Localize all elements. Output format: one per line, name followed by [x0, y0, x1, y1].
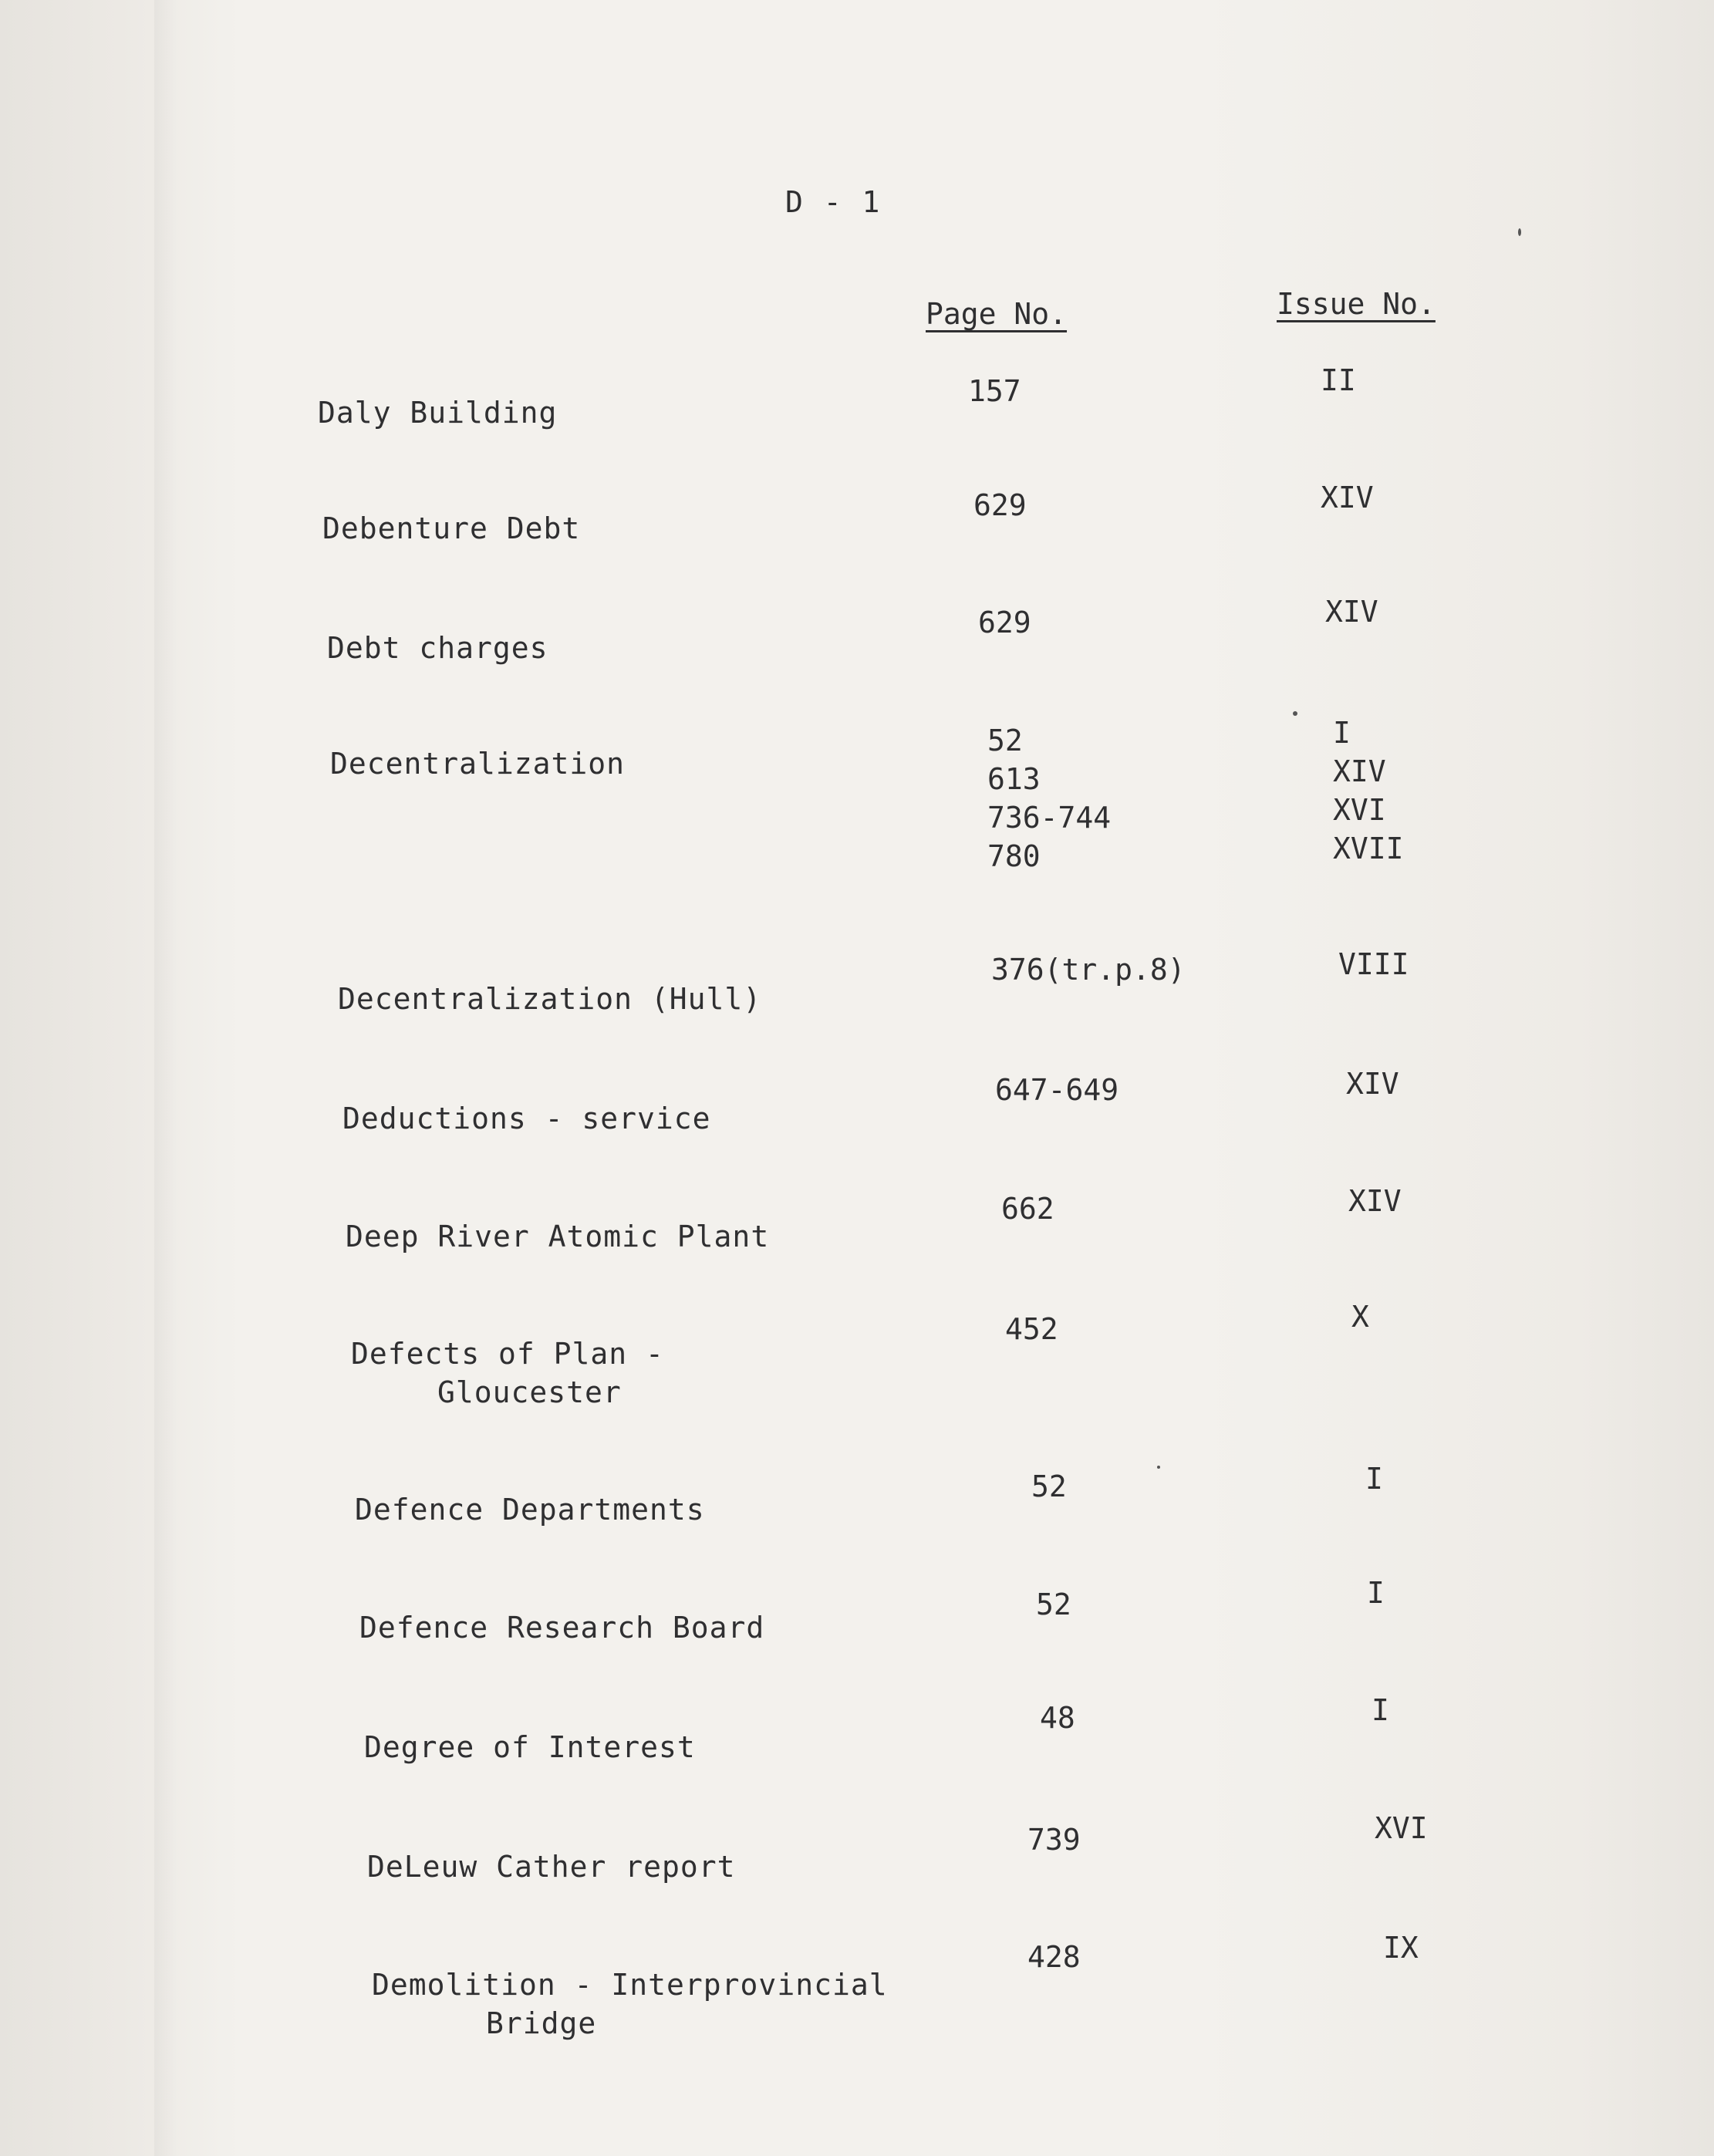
- entry-issues: [1325, 592, 1378, 631]
- entry-page-ref: 629: [978, 606, 1031, 639]
- entry-issue-ref: I: [1365, 1462, 1383, 1496]
- entry-page-ref: 629: [973, 488, 1027, 522]
- entry-subject-line: Degree of Interest: [364, 1730, 696, 1764]
- entry-pages: [973, 486, 1027, 525]
- entry-issues: [1338, 945, 1409, 984]
- entry-subject: [372, 1965, 888, 2043]
- entry-issue-ref: XVI: [1333, 793, 1386, 827]
- entry-page-ref: 739: [1027, 1823, 1081, 1857]
- page-header: D - 1: [785, 185, 882, 219]
- entry-issues: [1372, 1691, 1389, 1729]
- entry-subject-line: Bridge: [486, 2006, 597, 2040]
- entry-issues: [1383, 1928, 1419, 1967]
- entry-issue-ref: XIV: [1346, 1067, 1399, 1101]
- entry-page-ref: 376(tr.p.8): [991, 953, 1186, 987]
- entry-issues: [1367, 1574, 1385, 1612]
- entry-issue-ref: VIII: [1338, 947, 1409, 981]
- entry-subject-line: Decentralization (Hull): [338, 982, 762, 1016]
- entry-subject: [322, 509, 580, 548]
- entry-issues: [1348, 1182, 1402, 1220]
- entry-pages: [968, 372, 1021, 410]
- paper-speck: [1157, 1466, 1160, 1469]
- entry-subject: [342, 1099, 711, 1138]
- entry-page-ref: 52: [1036, 1587, 1071, 1621]
- entry-page-ref: 428: [1027, 1940, 1081, 1974]
- entry-issue-ref: XIV: [1333, 754, 1386, 788]
- entry-subject: [364, 1728, 696, 1766]
- entry-subject-line: DeLeuw Cather report: [367, 1850, 736, 1884]
- entry-issues: [1365, 1459, 1383, 1498]
- entry-issue-ref: II: [1321, 363, 1356, 397]
- entry-subject-line: Decentralization: [330, 747, 626, 781]
- entry-subject: [359, 1608, 764, 1647]
- entry-pages: [1027, 1820, 1081, 1859]
- entry-subject-line: Defects of Plan -: [351, 1337, 664, 1371]
- entry-subject-line: Debenture Debt: [322, 511, 581, 545]
- entry-issue-ref: XVII: [1333, 832, 1404, 865]
- entry-pages: [987, 721, 1111, 876]
- entry-subject: [338, 980, 761, 1018]
- entry-pages: [995, 1071, 1118, 1109]
- entry-pages: [1001, 1189, 1054, 1228]
- entry-issues: [1333, 714, 1404, 868]
- entry-page-ref: 48: [1040, 1701, 1075, 1735]
- entry-issues: [1346, 1065, 1399, 1103]
- entry-issues: [1375, 1809, 1428, 1847]
- entry-subject: [367, 1847, 736, 1886]
- entry-page-ref: 780: [987, 839, 1041, 873]
- entry-page-ref: 52: [987, 724, 1023, 757]
- entry-subject-line: Defence Departments: [355, 1493, 705, 1527]
- entry-issues: [1351, 1297, 1369, 1336]
- entry-issues: [1321, 478, 1374, 517]
- entry-subject-line: Defence Research Board: [359, 1611, 765, 1645]
- entry-pages: [978, 603, 1031, 642]
- entry-issues: [1321, 361, 1356, 400]
- entry-pages: [991, 950, 1186, 989]
- entry-issue-ref: I: [1333, 716, 1351, 750]
- entry-subject-line: Daly Building: [318, 396, 558, 430]
- entry-issue-ref: I: [1372, 1693, 1389, 1727]
- entry-page-ref: 452: [1005, 1312, 1058, 1346]
- entry-page-ref: 647-649: [995, 1073, 1119, 1107]
- entry-subject: [330, 744, 625, 783]
- entry-pages: [1005, 1310, 1058, 1348]
- entry-subject-line: Demolition - Interprovincial: [372, 1968, 888, 2002]
- paper-speck: [1518, 228, 1521, 236]
- entry-issue-ref: XIV: [1321, 481, 1374, 515]
- entry-issue-ref: IX: [1383, 1931, 1419, 1965]
- entry-issue-ref: I: [1367, 1576, 1385, 1610]
- entry-issue-ref: XIV: [1325, 595, 1378, 629]
- entry-subject: [327, 629, 548, 667]
- entry-page-ref: 157: [968, 374, 1021, 408]
- entry-pages: [1040, 1699, 1075, 1737]
- entry-subject-line: Debt charges: [327, 631, 548, 665]
- entry-page-ref: 662: [1001, 1192, 1054, 1226]
- entry-issue-ref: X: [1351, 1300, 1369, 1334]
- entry-issue-ref: XVI: [1375, 1811, 1428, 1845]
- entry-page-ref: 613: [987, 762, 1041, 796]
- column-header-page-no: Page No.: [926, 297, 1068, 331]
- entry-subject: [355, 1490, 705, 1529]
- page-edge-shadow: [154, 0, 177, 2156]
- entry-pages: [1031, 1467, 1067, 1506]
- entry-subject: [346, 1217, 769, 1256]
- entry-subject-line: Gloucester: [437, 1375, 622, 1409]
- entry-subject: [351, 1334, 664, 1412]
- entry-page-ref: 736-744: [987, 801, 1112, 835]
- entry-pages: [1036, 1585, 1071, 1624]
- column-header-issue-no: Issue No.: [1277, 287, 1436, 321]
- entry-issue-ref: XIV: [1348, 1184, 1402, 1218]
- paper-speck: [1293, 711, 1297, 716]
- entry-subject-line: Deductions - service: [342, 1102, 711, 1135]
- entry-page-ref: 52: [1031, 1469, 1067, 1503]
- entry-subject: [318, 393, 557, 432]
- entry-subject-line: Deep River Atomic Plant: [346, 1220, 770, 1253]
- entry-pages: [1027, 1938, 1081, 1976]
